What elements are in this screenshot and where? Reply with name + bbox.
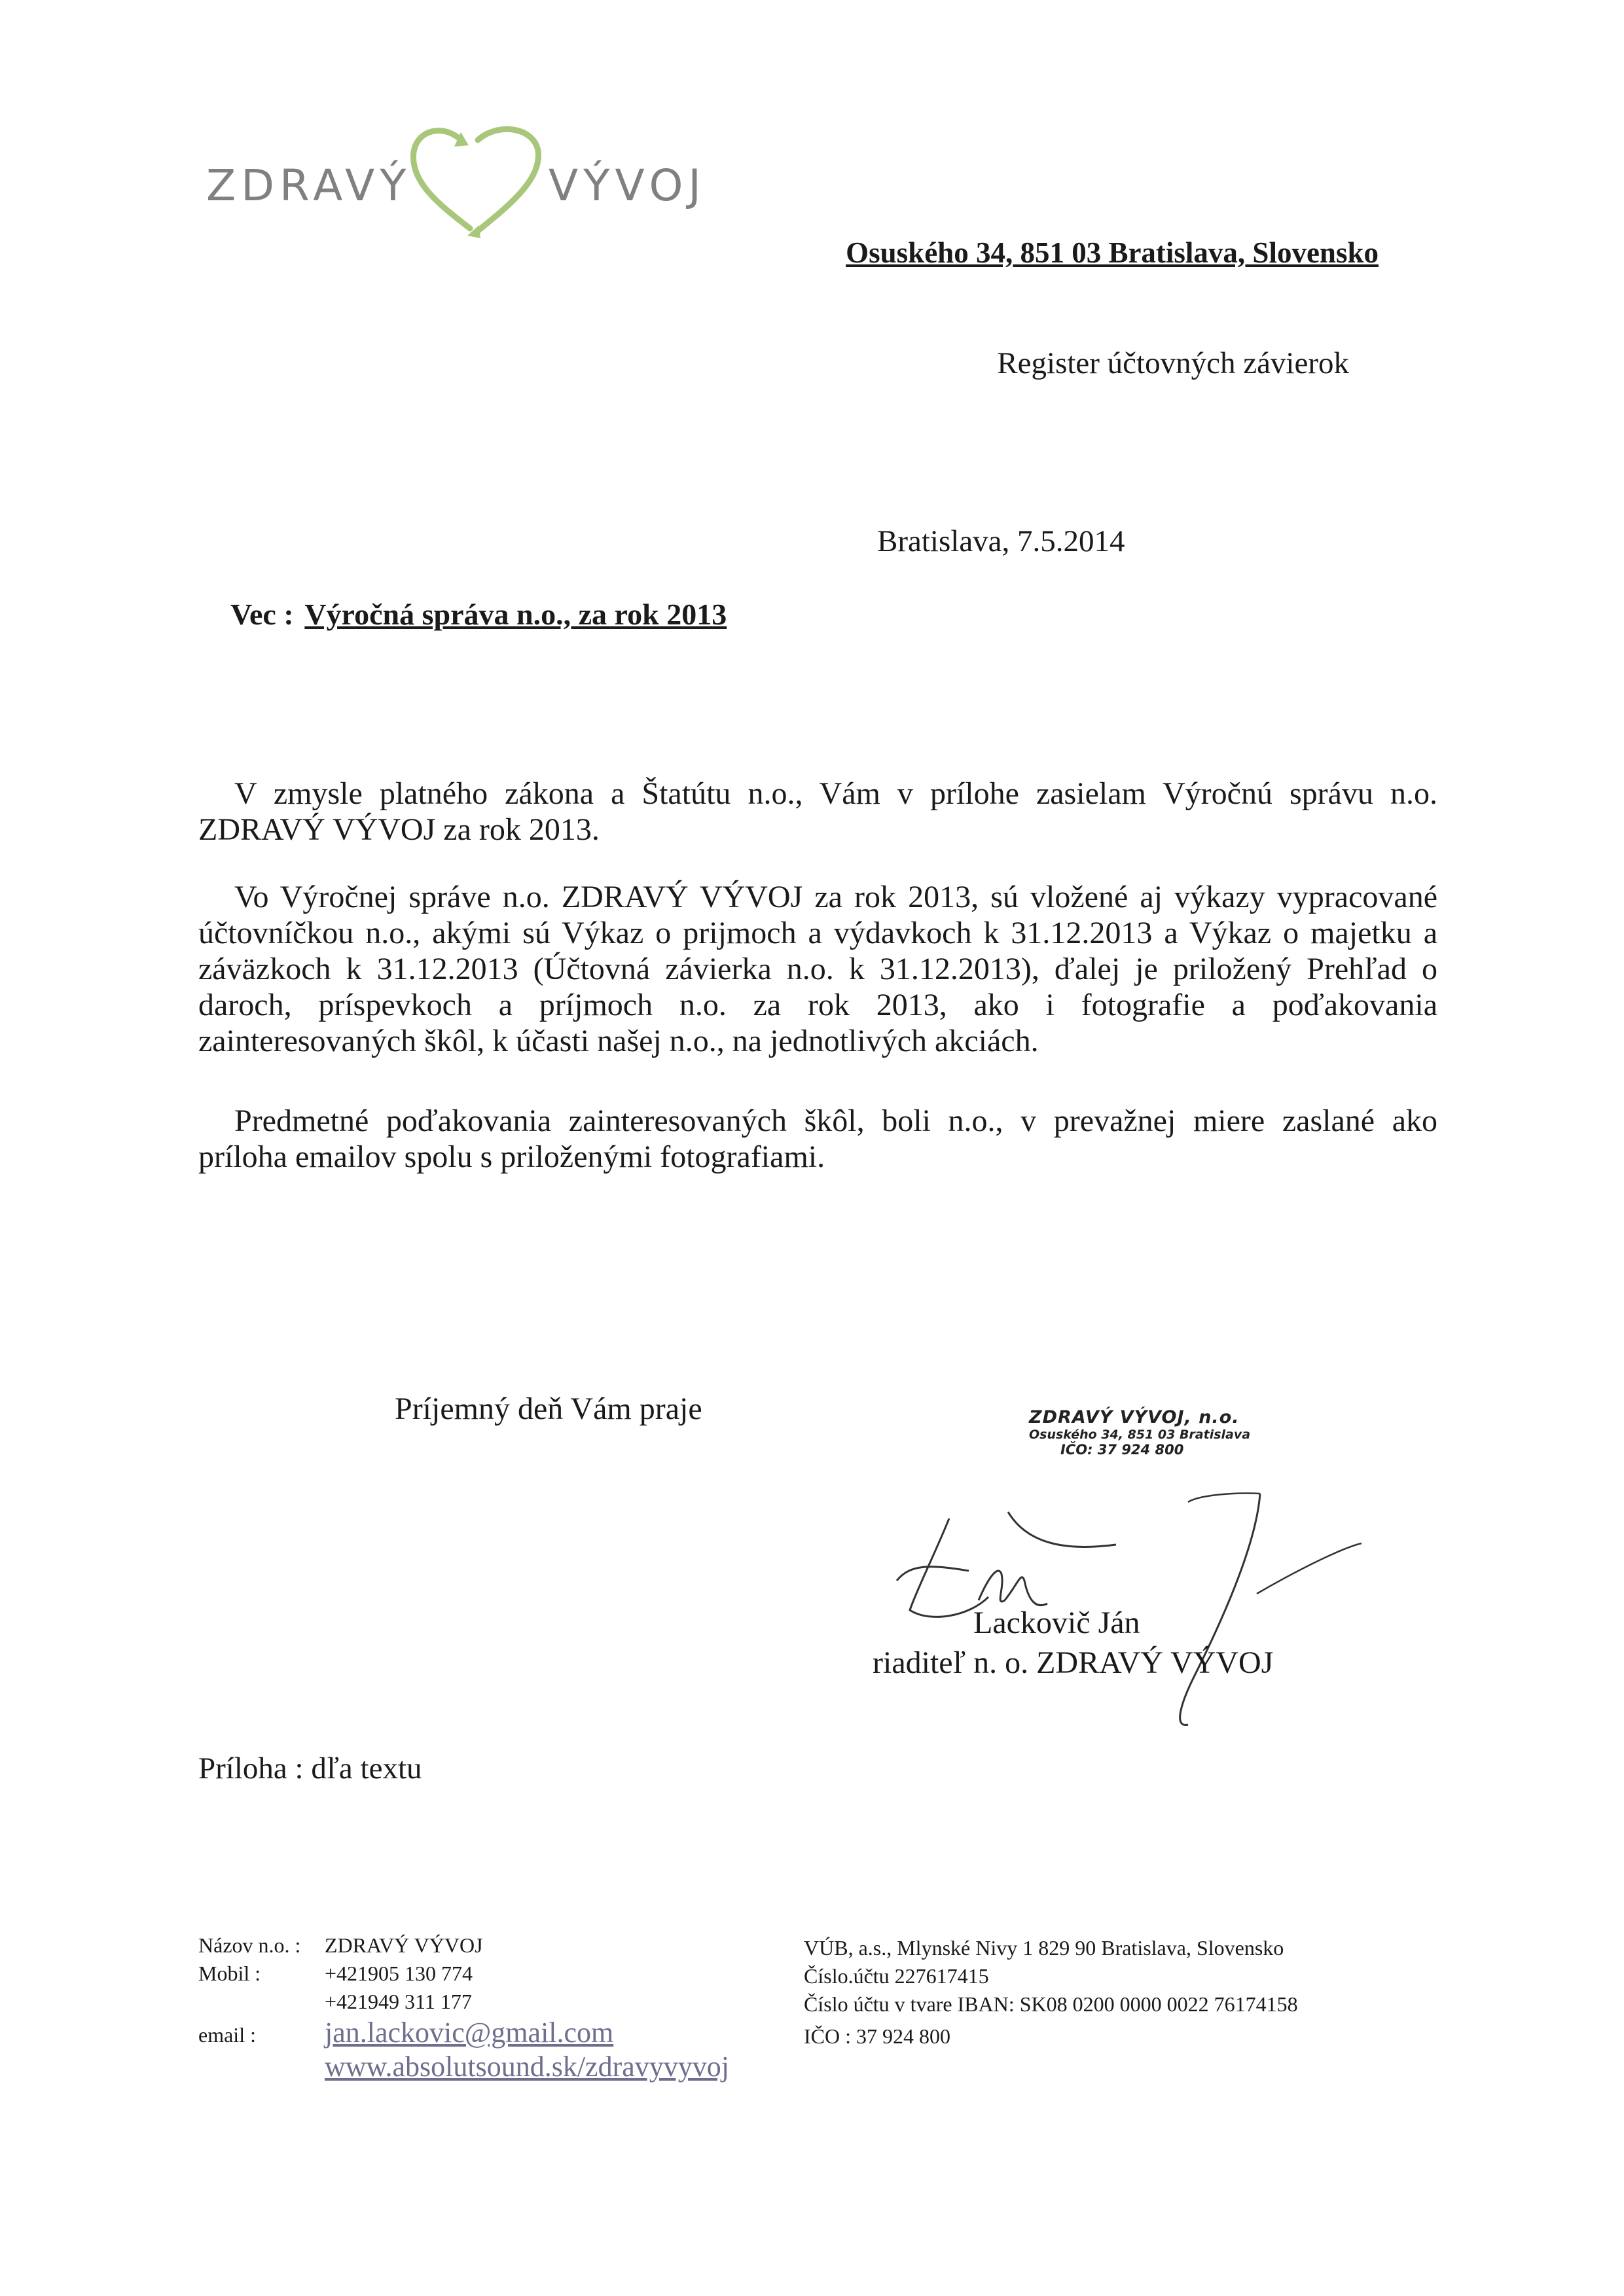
- logo-text-left: ZDRAVÝ: [206, 160, 412, 211]
- subject-label: Vec :: [230, 598, 294, 631]
- footer-name-label: Názov n.o. :: [198, 1933, 301, 1957]
- stamp-ico: IČO: 37 924 800: [1060, 1442, 1184, 1458]
- recipient: Register účtovných závierok: [997, 346, 1349, 380]
- stamp-org-name: ZDRAVÝ VÝVOJ, n.o.: [1029, 1407, 1240, 1427]
- footer-iban: Číslo účtu v tvare IBAN: SK08 0200 0000 0022 76174158: [804, 1992, 1298, 2016]
- footer-name-value: ZDRAVÝ VÝVOJ: [325, 1933, 483, 1957]
- body-paragraph-1: [198, 776, 1437, 848]
- paragraph-text: V zmysle platného zákona a Štatútu n.o., Vám v prílohe zasielam Výročnú správu n.o. ZDRAVÝ VÝVOJ za rok 2013.: [198, 776, 1437, 847]
- place-date: Bratislava, 7.5.2014: [877, 524, 1125, 558]
- heart-logo-icon: [405, 120, 549, 238]
- sender-address: Osuského 34, 851 03 Bratislava, Slovensko: [846, 236, 1379, 269]
- stamp-address: Osuského 34, 851 03 Bratislava: [1029, 1427, 1251, 1442]
- footer-mobile-label: Mobil :: [198, 1962, 261, 1985]
- attachment-note: Príloha : dľa textu: [198, 1751, 422, 1785]
- footer-mobile-2: +421949 311 177: [325, 1990, 472, 2013]
- footer-account: Číslo.účtu 227617415: [804, 1964, 989, 1988]
- footer-values: [325, 1931, 729, 2084]
- footer-mobile-1: +421905 130 774: [325, 1962, 473, 1985]
- email-link[interactable]: jan.lackovic@gmail.com: [325, 2017, 614, 2049]
- paragraph-text: Vo Výročnej správe n.o. ZDRAVÝ VÝVOJ za rok 2013, sú vložené aj výkazy vypracované účtovníčkou n.o., akými sú Výkaz o prijmoch a výdavkoch k 31.12.2013 a Výkaz o majetku a záväzkoch k 31.12.2013 (Účtovná závierka n.o. k 31.12.2013), ďalej je priložený Prehľad o daroch, príspevkoch a príjmoch n.o. za rok 2013, ako i fotografie a poďakovania zainteresovaných škôl, k účasti našej n.o., na jednotlivých akciách.: [198, 880, 1437, 1058]
- footer-bank: VÚB, a.s., Mlynské Nivy 1 829 90 Bratislava, Slovensko: [804, 1936, 1284, 1960]
- paragraph-text: Predmetné poďakovania zainteresovaných škôl, boli n.o., v prevažnej miere zaslané ako príloha emailov spolu s priloženými fotografiami.: [198, 1103, 1437, 1174]
- footer-labels: [198, 1931, 300, 2049]
- footer-spacer: [198, 1988, 300, 2016]
- body-paragraph-3: [198, 1103, 1437, 1175]
- logo-text-right: VÝVOJ: [549, 160, 706, 211]
- body-paragraph-2: [198, 879, 1437, 1059]
- website-link[interactable]: www.absolutsound.sk/zdravyvyvoj: [325, 2051, 729, 2083]
- footer-ico: IČO : 37 924 800: [804, 2024, 950, 2048]
- footer-email-label: email :: [198, 2023, 256, 2047]
- organization-stamp: [1029, 1407, 1252, 1458]
- handwritten-signature: [890, 1466, 1388, 1741]
- signer-role: riaditeľ n. o. ZDRAVÝ VÝVOJ: [873, 1645, 1274, 1680]
- subject-line: [230, 597, 727, 632]
- subject-title: Výročná správa n.o., za rok 2013: [304, 598, 727, 631]
- signer-name: Lackovič Ján: [973, 1605, 1140, 1640]
- closing-greeting: Príjemný deň Vám praje: [395, 1391, 702, 1426]
- footer-bank-info: [804, 1934, 1298, 2051]
